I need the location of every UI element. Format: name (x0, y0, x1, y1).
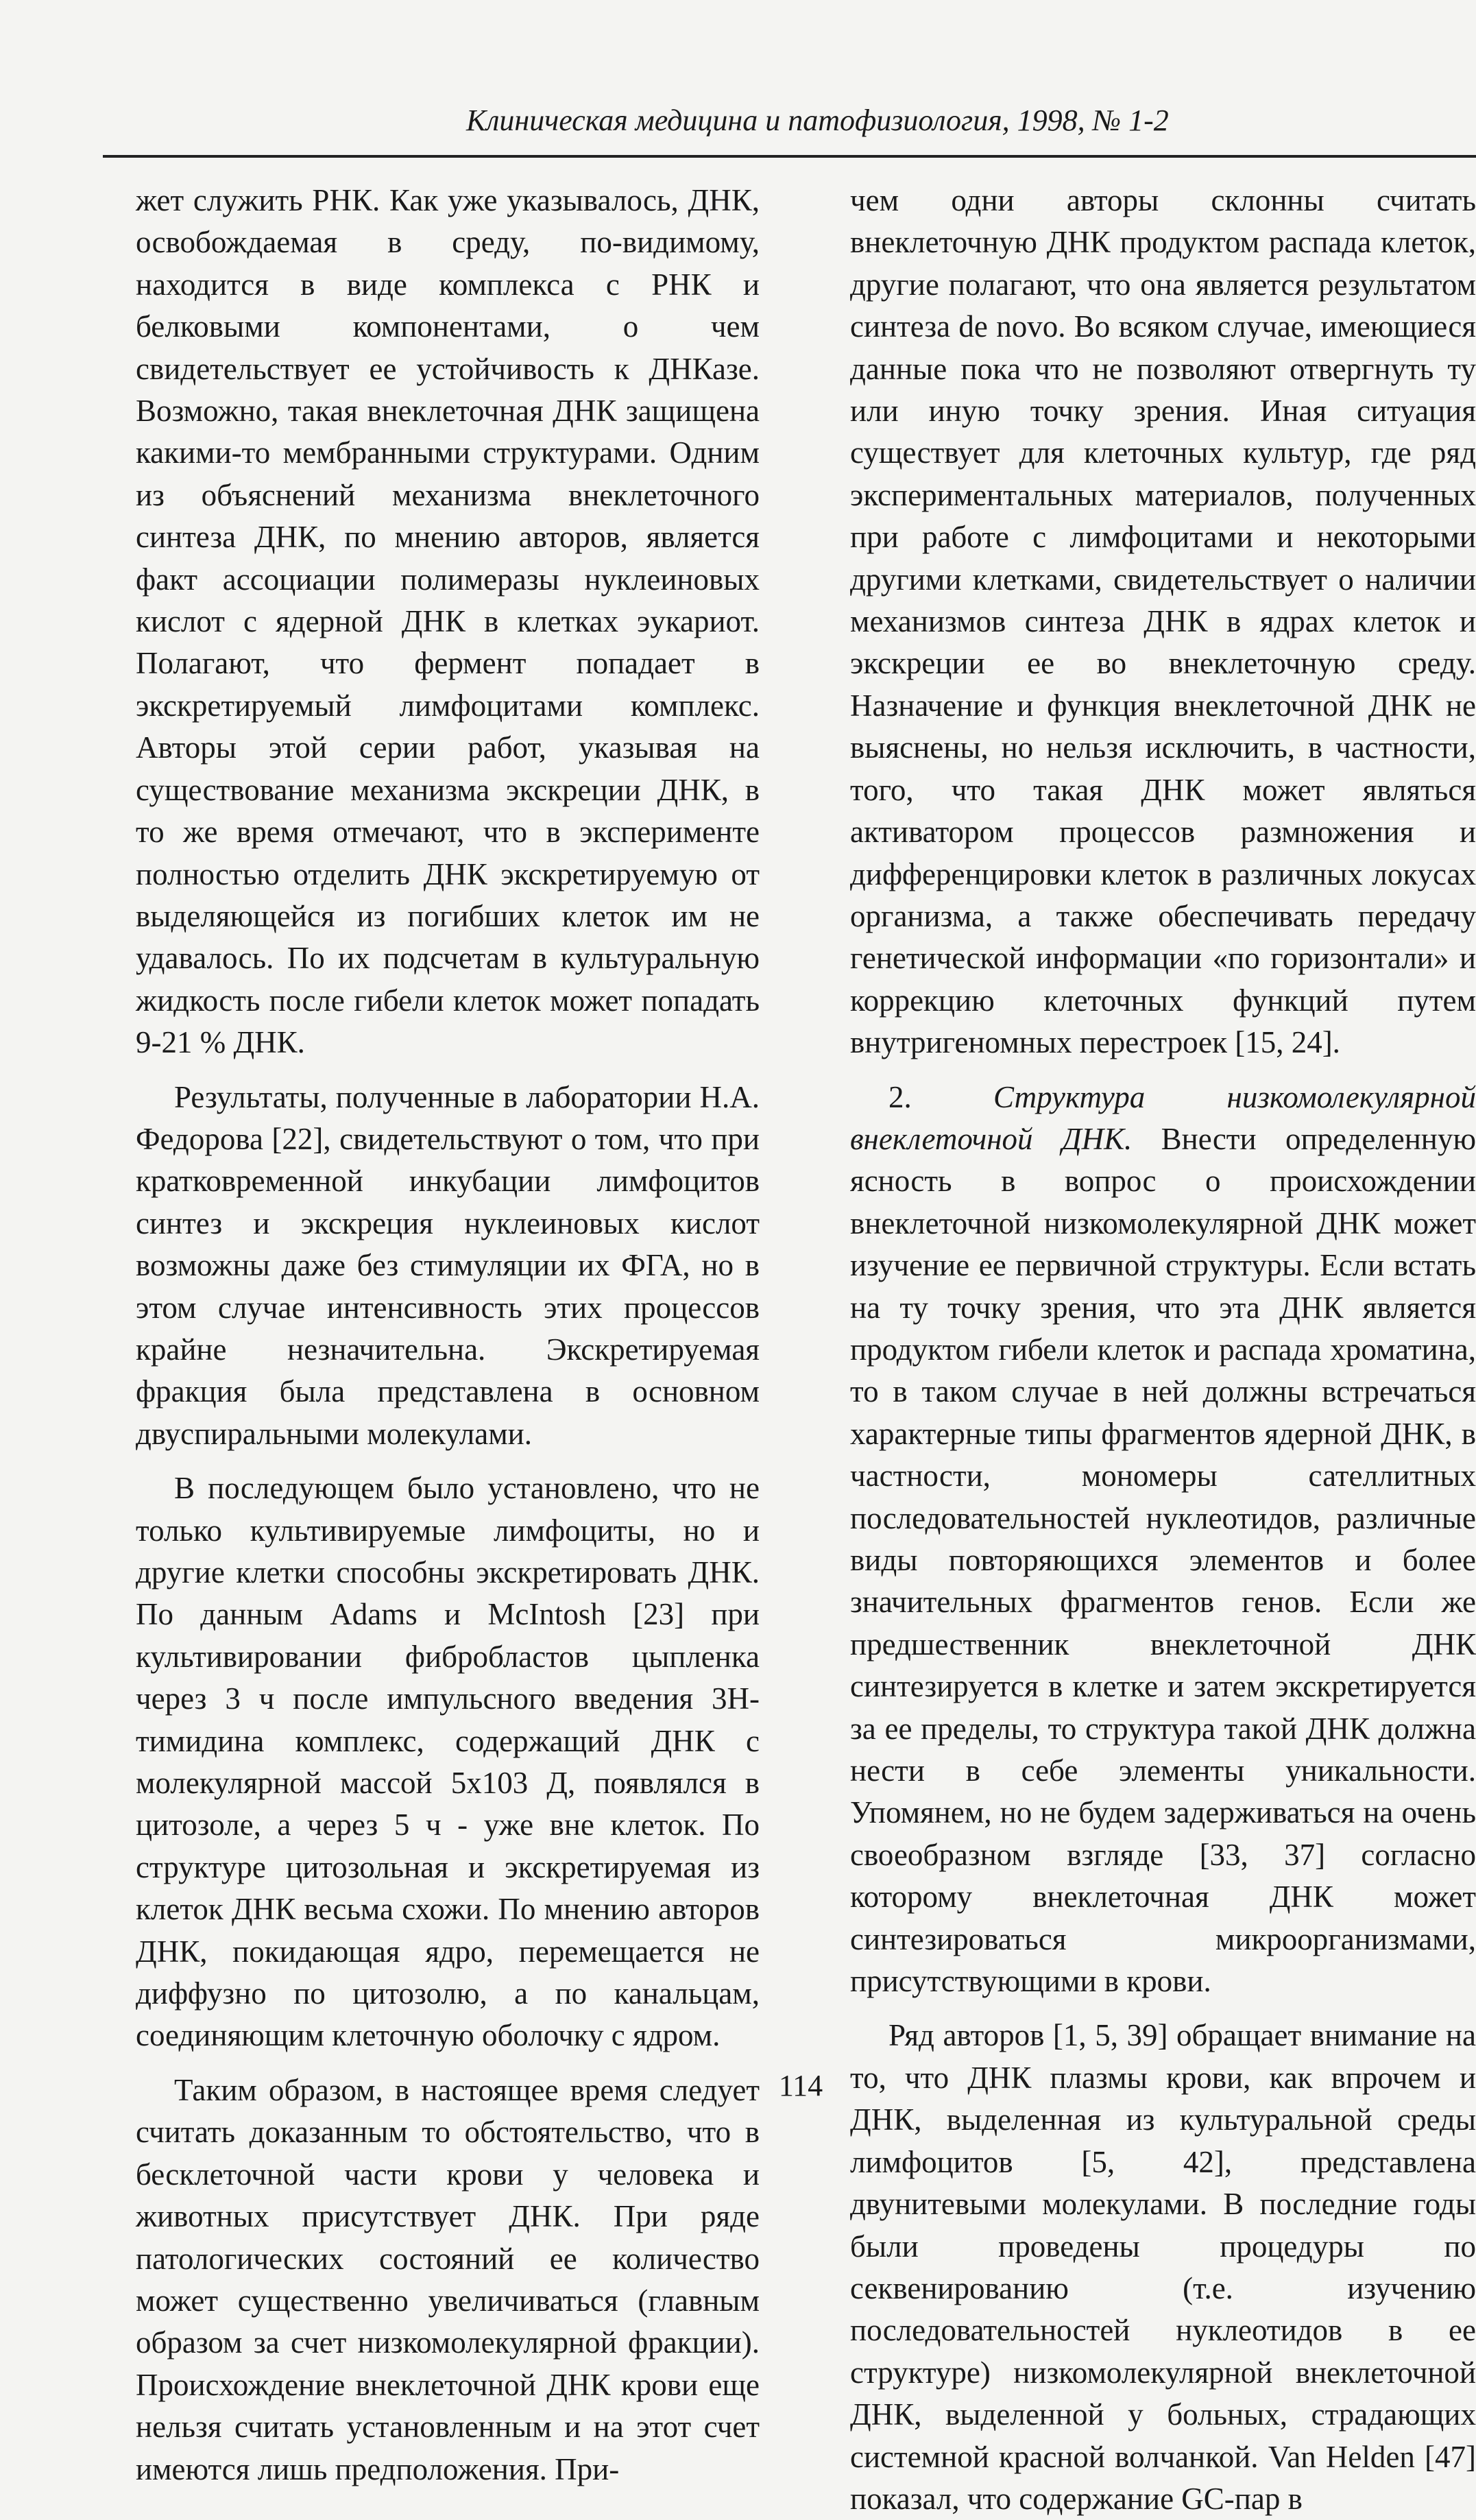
section-number: 2. (888, 1079, 912, 1114)
left-paragraph-1: жет служить РНК. Как уже указывалось, ДНК, освобождаемая в среду, по-видимому, находится в виде комплекса с РНК и белковыми компонентами, о чем свидетельствует ее устойчивость к ДНКазе. Возможно, такая внеклеточная ДНК защищена какими-то мембранными структурами. Одним из объяснений механизма внеклеточного синтеза ДНК, по мнению авторов, является факт ассоциации полимеразы нуклеиновых кислот с ядерной ДНК в клетках эукариот. Полагают, что фермент попадает в экскретируемый лимфоцитами комплекс. Авторы этой серии работ, указывая на существование механизма экскреции ДНК, в то же время отмечают, что в эксперименте полностью отделить ДНК экскретируемую от выделяющейся из погибших клеток им не удавалось. По их подсчетам в культуральную жидкость после гибели клеток может попадать 9-21 % ДНК. (136, 183, 760, 1060)
section-heading: Структура низкомолекулярной внеклеточной ДНК. (850, 1079, 1476, 1156)
left-paragraph-2: Результаты, полученные в лаборатории Н.А. Федорова [22], свидетельствуют о том, что при кратковременной инкубации лимфоцитов синтез и экскреция нуклеиновых кислот возможны даже без стимуляции их ФГА, но в этом случае интенсивность этих процессов крайне незначительна. Экскретируемая фракция была представлена в основном двуспиральными молекулами. (136, 1079, 760, 1451)
left-column (136, 180, 760, 2491)
header-rule (103, 155, 1476, 158)
right-paragraph-1: чем одни авторы склонны считать внеклеточную ДНК продуктом распада клеток, другие полагают, что она является результатом синтеза de novo. Во всяком случае, имеющиеся данные пока что не позволяют отвергнуть ту или иную точку зрения. Иная ситуация существует для клеточных культур, где ряд экспериментальных материалов, полученных при работе с лимфоцитами и некоторыми другими клетками, свидетельствует о наличии механизмов синтеза ДНК в ядрах клеток и экскреции ее во внеклеточную среду. Назначение и функция внеклеточной ДНК не выяснены, но нельзя исключить, в частности, того, что такая ДНК может являться активатором процессов размножения и дифференцировки клеток в различных локусах организма, а также обеспечивать передачу генетической информации «по горизонтали» и коррекцию клеточных функций путем внутригеномных перестроек [15, 24]. (850, 183, 1476, 1060)
right-paragraph-3: Ряд авторов [1, 5, 39] обращает внимание на то, что ДНК плазмы крови, как впрочем и ДНК, выделенная из культуральной среды лимфоцитов [5, 42], представлена двунитевыми молекулами. В последние годы были проведены процедуры по секвенированию (т.е. изучению последовательностей нуклеотидов в ее структуре) низкомолекулярной внеклеточной ДНК, выделенной у больных, страдающих системной красной волчанкой. Van Helden [47] показал, что содержание GC-пар в (850, 2018, 1476, 2516)
right-column (850, 180, 1476, 2520)
section-body: Внести определенную ясность в вопрос о происхождении внеклеточной низкомолекулярной ДНК может изучение ее первичной структуры. Если встать на ту точку зрения, что эта ДНК является продуктом гибели клеток и распада хроматина, то в таком случае в ней должны встречаться характерные типы фрагментов ядерной ДНК, в частности, мономеры сателлитных последовательностей нуклеотидов, различные виды повторяющихся элементов и более значительных фрагментов генов. Если же предшественник внеклеточной ДНК синтезируется в клетке и затем экскретируется за ее пределы, то структура такой ДНК должна нести в себе элементы уникальности. Упомянем, но не будем задерживаться на очень своеобразном взгляде [33, 37] согласно которому внеклеточная ДНК может синтезироваться микроорганизмами, присутствующими в крови. (850, 1121, 1476, 1999)
left-paragraph-4: Таким образом, в настоящее время следует считать доказанным то обстоятельство, что в бесклеточной части крови у человека и животных присутствует ДНК. При ряде патологических состояний ее количество может существенно увеличиваться (главным образом за счет низкомолекулярной фракции). Происхождение внеклеточной ДНК крови еще нельзя считать установленным и на этот счет имеются лишь предположения. При- (136, 2072, 760, 2486)
running-header: Клиническая медицина и патофизиология, 1998, № 1-2 (466, 104, 1169, 137)
right-paragraph-2 (850, 1077, 1476, 2003)
page-number: 114 (778, 2069, 823, 2102)
left-paragraph-3: В последующем было установлено, что не только культивируемые лимфоциты, но и другие клетки способны экскретировать ДНК. По данным Adams и McIntosh [23] при культивировании фибробластов цыпленка через 3 ч после импульсного введения 3Н-тимидина комплекс, содержащий ДНК с молекулярной массой 5х103 Д, появлялся в цитозоле, а через 5 ч - уже вне клеток. По структуре цитозольная и экскретируемая из клеток ДНК весьма схожи. По мнению авторов ДНК, покидающая ядро, перемещается не диффузно по цитозолю, а по канальцам, соединяющим клеточную оболочку с ядром. (136, 1471, 760, 2053)
